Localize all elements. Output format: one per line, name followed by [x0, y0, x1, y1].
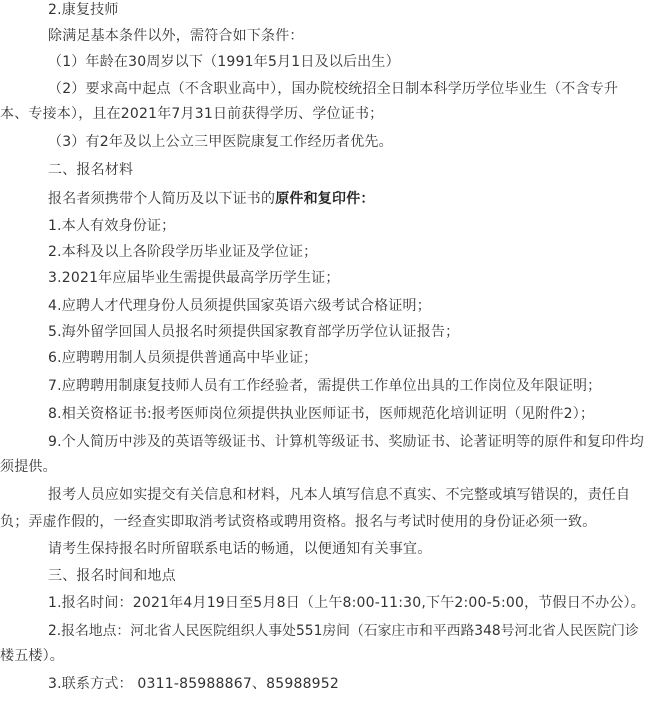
material-item-7: 7.应聘聘用制康复技师人员有工作经验者，需提供工作单位出具的工作岗位及年限证明； [48, 378, 602, 394]
registration-place-cont: 楼五楼）。 [0, 648, 64, 664]
material-item-2: 2.本科及以上各阶段学历毕业证及学位证； [48, 244, 318, 260]
requirement-education: （2）要求高中起点（不含职业高中），国办院校统招全日制本科学历学位毕业生（不含专升 [48, 81, 619, 97]
material-item-5: 5.海外留学回国人员报名时须提供国家教育部学历学位认证报告； [48, 324, 460, 340]
section-rehab-technician-heading: 2.康复技师 [48, 2, 119, 18]
material-item-9-cont: 须提供。 [0, 459, 57, 475]
requirement-education-cont: 本、专接本），且在2021年7月31日前获得学历、学位证书； [0, 106, 384, 122]
material-item-1: 1.本人有效身份证； [48, 218, 176, 234]
material-item-8: 8.相关资格证书:报考医师岗位须提供执业医师证书，医师规范化培训证明（见附件2）； [48, 406, 595, 422]
registration-time: 1.报名时间：2021年4月19日至5月8日（上午8:00-11:30,下午2:00-5:00，节假日不办公）。 [48, 595, 645, 611]
materials-original-copy-emphasis: 原件和复印件： [275, 191, 375, 207]
contact-info: 3.联系方式： 0311-85988867、85988952 [48, 676, 340, 692]
registration-place: 2.报名地点：河北省人民医院组织人事处551房间（石家庄市和平西路348号河北省人民医院门诊 [48, 623, 639, 639]
material-item-3: 3.2021年应届毕业生需提供最高学历学生证； [48, 270, 340, 286]
material-item-6: 6.应聘聘用制人员须提供普通高中毕业证； [48, 350, 318, 366]
section-materials-heading: 二、报名材料 [48, 162, 134, 178]
material-item-4: 4.应聘人才代理身份人员须提供国家英语六级考试合格证明； [48, 298, 431, 314]
notice-paragraph-cont: 负；弄虚作假的，一经查实即取消考试资格或聘用资格。报名与考试时使用的身份证必须一致。 [0, 514, 597, 530]
requirement-age: （1）年龄在30周岁以下（1991年5月1日及以后出生） [48, 54, 400, 70]
section-time-place-heading: 三、报名时间和地点 [48, 568, 176, 584]
materials-intro-text: 报名者须携带个人简历及以下证书的 [48, 191, 276, 207]
notice-paragraph: 报考人员应如实提交有关信息和材料，凡本人填写信息不真实、不完整或填写错误的，责任自 [48, 487, 631, 503]
requirement-intro: 除满足基本条件以外，需符合如下条件： [48, 28, 304, 44]
requirement-experience: （3）有2年及以上公立三甲医院康复工作经历者优先。 [48, 134, 393, 150]
contact-phone-notice: 请考生保持报名时所留联系电话的畅通，以便通知有关事宜。 [48, 541, 432, 557]
materials-intro [48, 189, 375, 209]
material-item-9: 9.个人简历中涉及的英语等级证书、计算机等级证书、奖励证书、论著证明等的原件和复印件均 [48, 434, 644, 450]
